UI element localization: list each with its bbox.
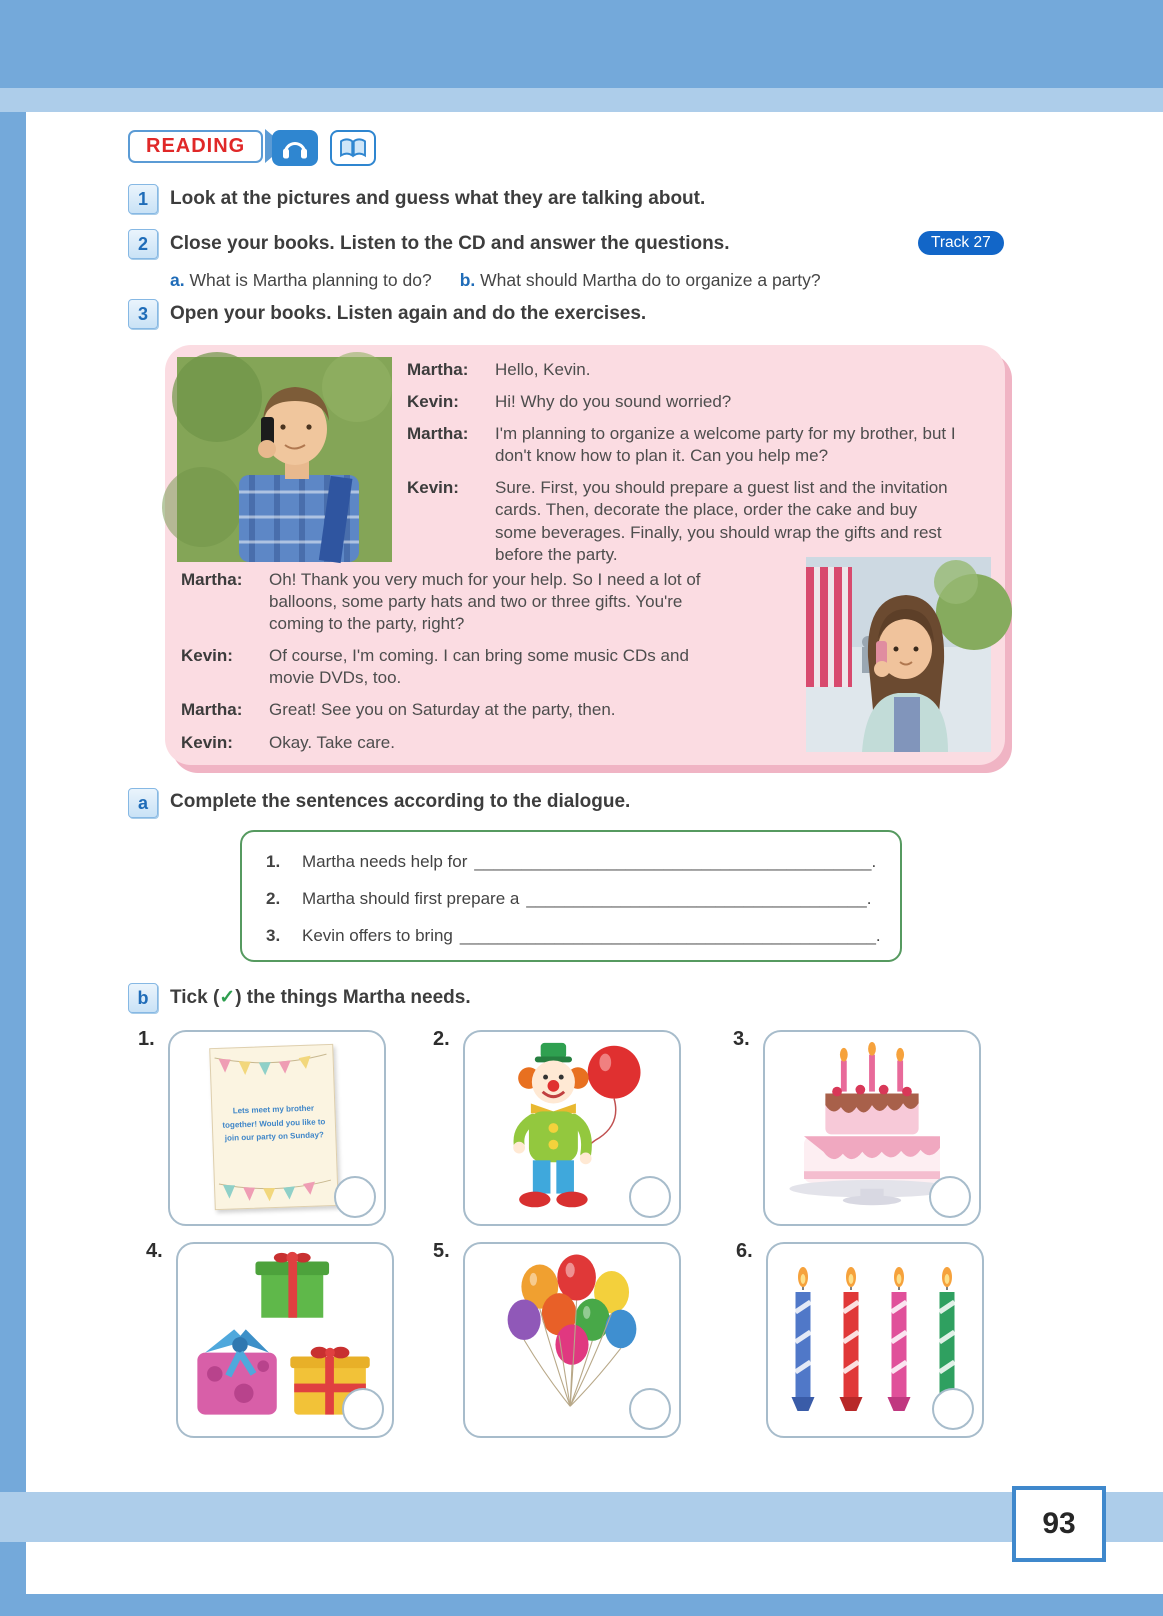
checkmark-icon: ✓ (219, 987, 236, 1008)
completion-item (266, 852, 876, 872)
tick-circle[interactable] (929, 1176, 971, 1218)
bottom-light-band (0, 1492, 1163, 1542)
tick-circle[interactable] (342, 1388, 384, 1430)
exercise-1-instruction: Look at the pictures and guess what they are talking about. (170, 188, 706, 209)
tick-circle[interactable] (932, 1388, 974, 1430)
completion-item (266, 926, 881, 946)
dialogue-text: Hello, Kevin. (495, 360, 591, 379)
question-a-letter: a. (170, 270, 185, 290)
item-period: . (871, 852, 877, 871)
dialogue-text: Sure. First, you should prepare a guest list and the invitation cards. Then, decorate the place, order the cake and buy some beverages. Finally, you should wrap the gifts and rest before the party. (495, 478, 948, 564)
tick-circle[interactable] (629, 1176, 671, 1218)
dialogue-panel (165, 345, 1005, 765)
dialogue-bottom (181, 569, 725, 764)
question-b-letter: b. (459, 270, 476, 290)
left-border-strip (0, 0, 26, 1616)
item-text: Martha should first prepare a (302, 889, 520, 908)
completion-box (240, 830, 902, 962)
instruction-post: ) the things Martha needs. (235, 987, 471, 1008)
tick-card-candles (766, 1242, 984, 1438)
tick-circle[interactable] (629, 1388, 671, 1430)
tick-card-balloons (463, 1242, 681, 1438)
tick-card-gifts (176, 1242, 394, 1438)
exercise-b-letter: b (128, 983, 158, 1013)
card-number: 3. (733, 1028, 750, 1050)
dialogue-line (407, 423, 963, 467)
dialogue-line (181, 569, 725, 635)
invitation-text: Lets meet my brother together! Would you like to join our party on Sunday? (222, 1103, 326, 1143)
dialogue-text: I'm planning to organize a welcome party for my brother, but I don't know how to plan it. Can you help me? (495, 424, 956, 466)
exercise-2-number: 2 (128, 229, 158, 259)
speaker-name: Kevin: (181, 646, 233, 666)
speaker-name: Martha: (181, 570, 243, 589)
exercise-3-instruction: Open your books. Listen again and do the exercises. (170, 303, 647, 324)
speaker-name: Kevin: (407, 392, 459, 412)
dialogue-text: Of course, I'm coming. I can bring some music CDs and movie DVDs, too. (269, 646, 689, 688)
exercise-2-instruction: Close your books. Listen to the CD and answer the questions. (170, 233, 730, 254)
item-period: . (875, 926, 881, 945)
exercise-3-number: 3 (128, 299, 158, 329)
dialogue-line (181, 732, 725, 754)
answer-blank[interactable]: __________________________________________ (474, 852, 872, 871)
bunting-icon (210, 1049, 331, 1079)
exercise-a-letter: a (128, 788, 158, 818)
dialogue-line (181, 699, 725, 721)
track-badge: Track 27 (918, 231, 1004, 255)
photo-girl-on-phone (806, 557, 991, 752)
exercise-a-instruction: Complete the sentences according to the dialogue. (170, 791, 631, 812)
tick-card-invitation (168, 1030, 386, 1226)
dialogue-line (407, 359, 963, 381)
exercise-2-questions (170, 270, 821, 291)
speaker-name: Kevin: (407, 478, 459, 498)
page-number: 93 (1042, 1507, 1076, 1540)
top-bar (0, 0, 1163, 88)
item-number: 2. (266, 889, 281, 908)
top-light-band (0, 88, 1163, 112)
bunting-icon (215, 1175, 336, 1205)
tick-circle[interactable] (334, 1176, 376, 1218)
speaker-name: Martha: (407, 424, 469, 444)
item-number: 1. (266, 852, 281, 871)
invitation-card-picture (209, 1044, 339, 1210)
card-number: 1. (138, 1028, 155, 1050)
card-number: 5. (433, 1240, 450, 1262)
dialogue-line (407, 391, 963, 413)
dialogue-text: Okay. Take care. (269, 732, 395, 752)
question-b-text: What should Martha do to organize a party? (480, 270, 821, 290)
dialogue-text: Great! See you on Saturday at the party, then. (269, 700, 616, 720)
page-number-box (1012, 1486, 1106, 1562)
item-text: Martha needs help for (302, 852, 468, 871)
card-number: 2. (433, 1028, 450, 1050)
speaker-name: Martha: (181, 700, 243, 720)
dialogue-text: Hi! Why do you sound worried? (495, 392, 732, 412)
completion-item (266, 889, 876, 909)
dialogue-text: Oh! Thank you very much for your help. So I need a lot of balloons, some party hats and two or three gifts. You're coming to the party, right? (269, 570, 701, 634)
open-book-icon[interactable] (330, 130, 376, 166)
item-period: . (866, 889, 872, 908)
photo-boy-on-phone (177, 357, 392, 562)
speaker-name: Kevin: (181, 732, 233, 752)
exercise-b-instruction (170, 986, 471, 1009)
card-number: 4. (146, 1240, 163, 1262)
answer-blank[interactable]: ____________________________________ (526, 889, 867, 908)
reading-section-badge (128, 128, 285, 164)
bottom-bar (0, 1594, 1163, 1616)
item-number: 3. (266, 926, 281, 945)
dialogue-top (407, 359, 963, 576)
item-text: Kevin offers to bring (302, 926, 453, 945)
headphones-icon[interactable] (272, 130, 318, 166)
card-number: 6. (736, 1240, 753, 1262)
exercise-1-number: 1 (128, 184, 158, 214)
dialogue-line (407, 477, 963, 565)
answer-blank[interactable]: ____________________________________________ (459, 926, 876, 945)
tick-card-cake (763, 1030, 981, 1226)
instruction-pre: Tick ( (170, 987, 220, 1008)
dialogue-line (181, 645, 725, 689)
tick-card-clown (463, 1030, 681, 1226)
question-a-text: What is Martha planning to do? (189, 270, 432, 290)
reading-section-label: READING (128, 130, 263, 163)
speaker-name: Martha: (407, 360, 469, 379)
